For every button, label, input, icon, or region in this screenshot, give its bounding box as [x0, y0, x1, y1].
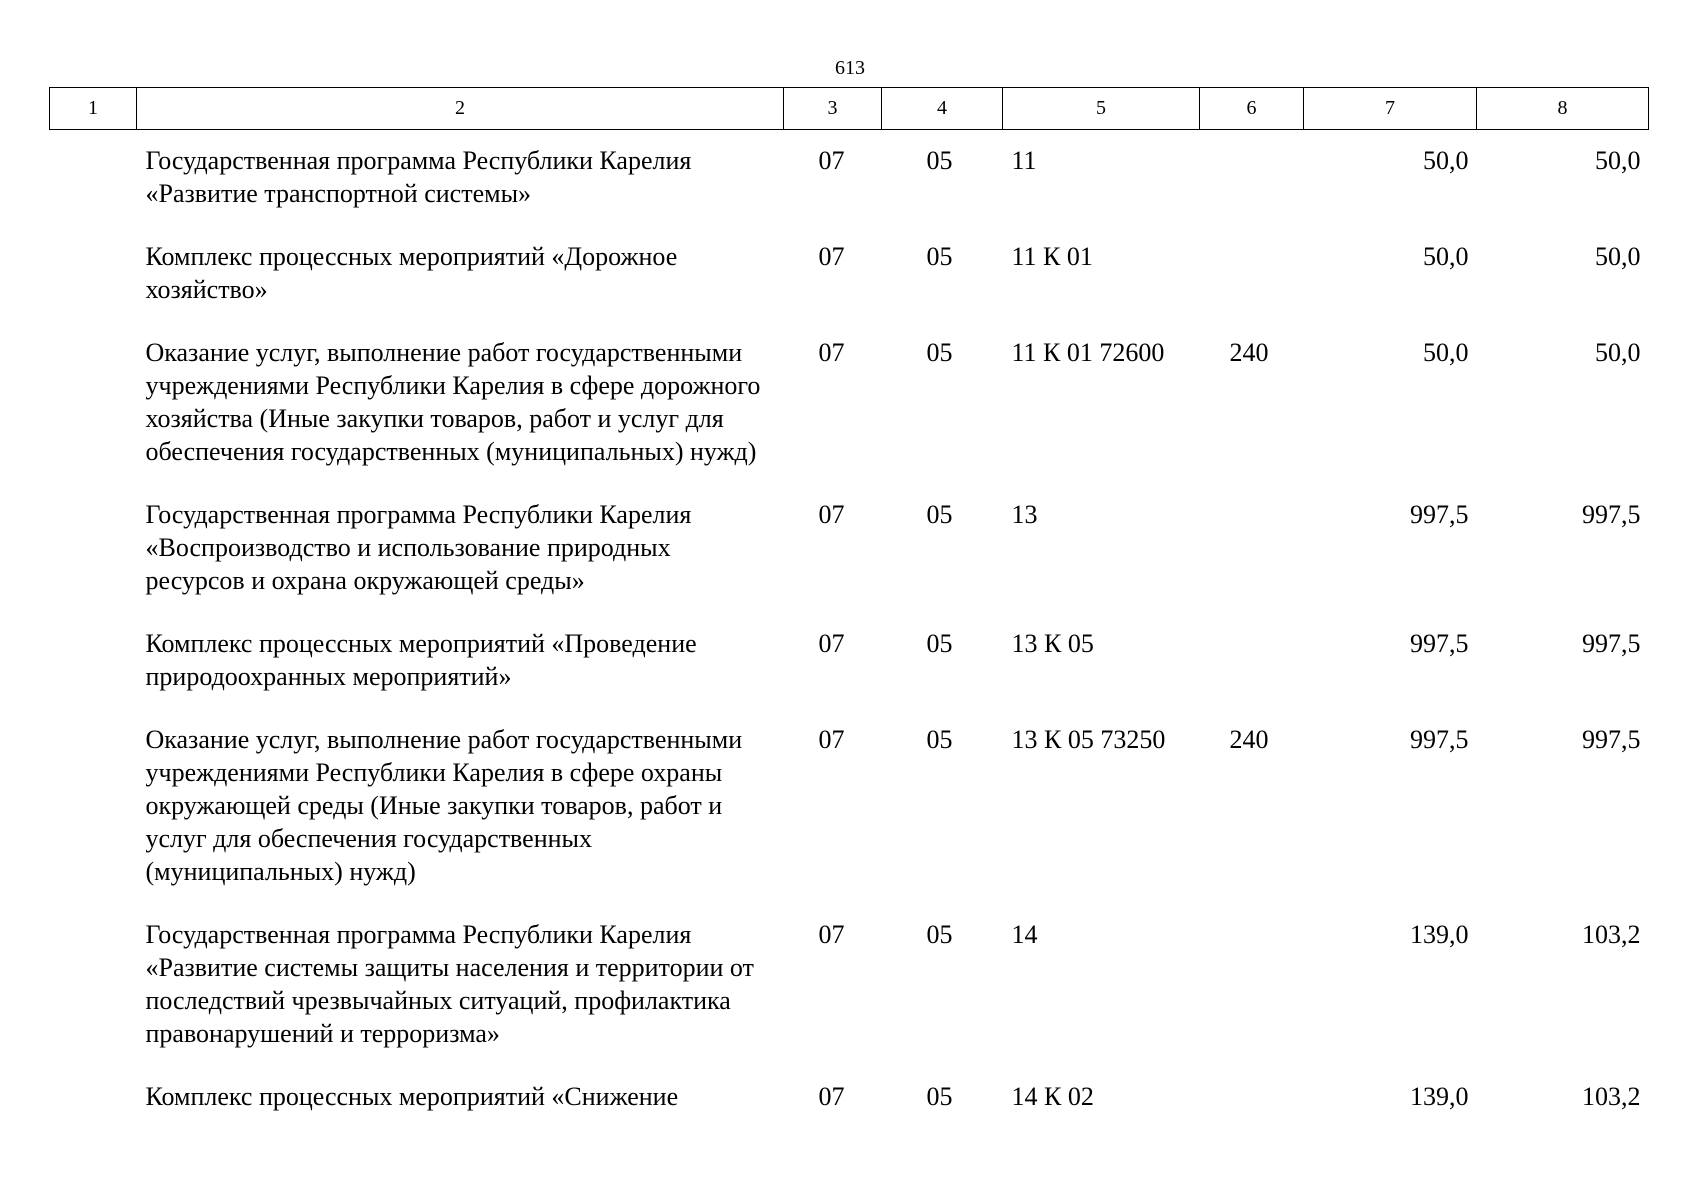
row-target: 11: [1011, 146, 1037, 175]
table-body: [50, 130, 1649, 1114]
row-type: [1200, 904, 1304, 1066]
row-value-2: 50,0: [1595, 338, 1641, 367]
row-value-1: 50,0: [1423, 146, 1469, 175]
table-row: [50, 226, 1649, 322]
row-name: Государственная программа Республики Карелия «Развитие транспортной системы»: [145, 146, 692, 208]
table-row: [50, 130, 1649, 227]
row-subsection: 05: [926, 920, 953, 949]
row-value-1: 997,5: [1410, 500, 1469, 529]
row-section: 07: [818, 920, 845, 949]
row-value-2: 997,5: [1582, 500, 1641, 529]
header-col-3: 3: [784, 88, 882, 130]
row-target: 13: [1011, 500, 1038, 529]
table-row: [50, 1066, 1649, 1113]
row-type: 240: [1229, 338, 1269, 367]
row-type: [1200, 613, 1304, 709]
row-target: 11 К 01: [1011, 242, 1093, 271]
row-value-1: 139,0: [1410, 1082, 1469, 1111]
header-col-5: 5: [1003, 88, 1200, 130]
table-header: [50, 88, 1649, 130]
row-target: 13 К 05: [1011, 629, 1094, 658]
table-row: [50, 904, 1649, 1066]
row-subsection: 05: [926, 500, 953, 529]
row-value-2: 103,2: [1582, 920, 1641, 949]
table-row: [50, 484, 1649, 613]
row-value-2: 50,0: [1595, 242, 1641, 271]
table-row: [50, 709, 1649, 904]
row-value-2: 103,2: [1582, 1082, 1641, 1111]
row-name: Комплекс процессных мероприятий «Дорожное хозяйство»: [145, 242, 678, 304]
row-name: Оказание услуг, выполнение работ государственными учреждениями Республики Карелия в сфере охраны окружающей среды (Иные закупки товаров, работ и услуг для обеспечения государственных (муниципальных) нужд): [145, 725, 743, 886]
row-type: 240: [1229, 725, 1269, 754]
row-number: [50, 130, 137, 227]
row-subsection: 05: [926, 725, 953, 754]
row-number: [50, 613, 137, 709]
row-target: 14 К 02: [1011, 1082, 1094, 1111]
row-target: 11 К 01 72600: [1011, 338, 1165, 367]
row-type: [1200, 226, 1304, 322]
row-name: Государственная программа Республики Карелия «Воспроизводство и использование природных ресурсов и охрана окружающей среды»: [145, 500, 692, 595]
table-row: [50, 613, 1649, 709]
header-col-7: 7: [1304, 88, 1477, 130]
row-value-2: 997,5: [1582, 629, 1641, 658]
row-name: Оказание услуг, выполнение работ государственными учреждениями Республики Карелия в сфере дорожного хозяйства (Иные закупки товаров, работ и услуг для обеспечения государственных (муниципальных) нужд): [145, 338, 761, 466]
row-value-2: 50,0: [1595, 146, 1641, 175]
row-section: 07: [818, 725, 845, 754]
header-col-2: 2: [137, 88, 784, 130]
budget-table: [49, 87, 1649, 1113]
row-number: [50, 1066, 137, 1113]
row-subsection: 05: [926, 629, 953, 658]
row-subsection: 05: [926, 338, 953, 367]
row-value-1: 50,0: [1423, 242, 1469, 271]
row-subsection: 05: [926, 242, 953, 271]
row-type: [1200, 484, 1304, 613]
row-section: 07: [818, 1082, 845, 1111]
row-target: 14: [1011, 920, 1038, 949]
row-section: 07: [818, 629, 845, 658]
header-col-4: 4: [882, 88, 1003, 130]
header-col-6: 6: [1200, 88, 1304, 130]
row-number: [50, 322, 137, 484]
row-value-1: 50,0: [1423, 338, 1469, 367]
header-row: [50, 88, 1649, 130]
row-section: 07: [818, 242, 845, 271]
header-col-8: 8: [1477, 88, 1649, 130]
row-name: Комплекс процессных мероприятий «Снижение: [145, 1082, 679, 1111]
row-subsection: 05: [926, 146, 953, 175]
row-target: 13 К 05 73250: [1011, 725, 1166, 754]
row-name: Государственная программа Республики Карелия «Развитие системы защиты населения и территории от последствий чрезвычайных ситуаций, профилактика правонарушений и терроризма»: [145, 920, 754, 1048]
row-number: [50, 904, 137, 1066]
header-col-1: 1: [50, 88, 137, 130]
page-number: 613: [835, 57, 865, 79]
row-number: [50, 226, 137, 322]
row-section: 07: [818, 146, 845, 175]
row-number: [50, 709, 137, 904]
row-section: 07: [818, 500, 845, 529]
row-subsection: 05: [926, 1082, 953, 1111]
row-number: [50, 484, 137, 613]
row-value-1: 997,5: [1410, 725, 1469, 754]
row-type: [1200, 130, 1304, 227]
row-type: [1200, 1066, 1304, 1113]
row-section: 07: [818, 338, 845, 367]
table-row: [50, 322, 1649, 484]
row-name: Комплекс процессных мероприятий «Проведение природоохранных мероприятий»: [145, 629, 697, 691]
row-value-1: 139,0: [1410, 920, 1469, 949]
row-value-1: 997,5: [1410, 629, 1469, 658]
row-value-2: 997,5: [1582, 725, 1641, 754]
